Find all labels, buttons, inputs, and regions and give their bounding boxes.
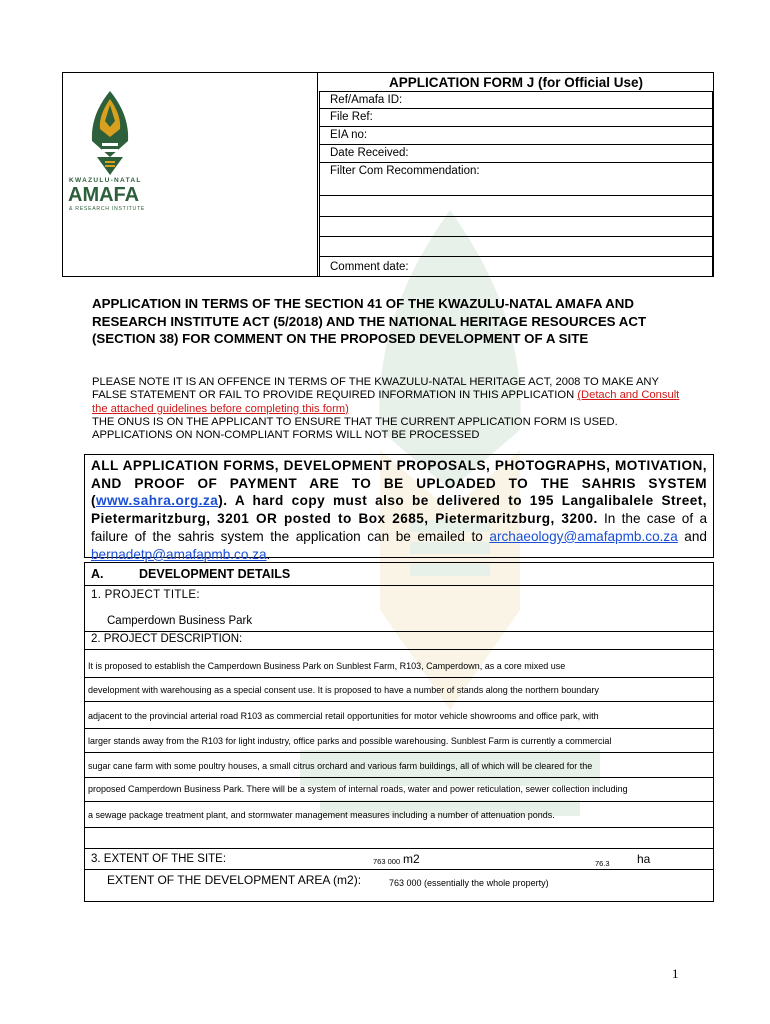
sahris-link[interactable]: www.sahra.org.za	[95, 493, 219, 509]
field-filter-com: Filter Com Recommendation:	[330, 165, 480, 177]
amafa-logo-icon	[79, 87, 141, 179]
project-title-label: 1. PROJECT TITLE:	[91, 589, 200, 601]
page-number: 1	[672, 966, 679, 981]
extent-m2-value[interactable]: 763 000	[373, 857, 401, 866]
section-letter: A.	[91, 567, 104, 581]
extent-ha-value[interactable]: 76.3	[595, 859, 610, 868]
field-file-ref: File Ref:	[330, 111, 373, 123]
desc-line: sugar cane farm with some poultry houses, a small citrus orchard and various farm buildings, all of which will be cleared for the	[88, 761, 593, 771]
upload-instructions-box	[84, 454, 714, 562]
upload-instructions-text	[91, 457, 707, 563]
official-box-divider	[317, 73, 318, 276]
desc-line: It is proposed to establish the Camperdown Business Park on Sunblest Farm, R103, Camperdown, as a core mixed use	[88, 661, 566, 671]
application-heading: APPLICATION IN TERMS OF THE SECTION 41 OF THE KWAZULU-NATAL AMAFA AND RESEARCH INSTITUTE ACT (5/2018) AND THE NATIONAL HERITAGE RESOURCES ACT (SECTION 38) FOR COMMENT ON THE PROPOSED DEVELOPMENT OF A SITE	[92, 296, 647, 346]
upload-end: .	[266, 546, 271, 562]
extent-ha-unit: ha	[637, 852, 651, 866]
field-ref-amafa-id: Ref/Amafa ID:	[330, 94, 403, 106]
field-eia-no: EIA no:	[330, 129, 368, 141]
field-date-received: Date Received:	[330, 147, 409, 159]
offence-notice	[92, 376, 692, 442]
archaeology-email-link[interactable]: archaeology@amafapmb.co.za	[489, 528, 678, 544]
dev-area-value[interactable]: 763 000 (essentially the whole property)	[389, 878, 549, 888]
notice-text-2: THE ONUS IS ON THE APPLICANT TO ENSURE THAT THE CURRENT APPLICATION FORM IS USED. APPLICATIONS ON NON-COMPLIANT FORMS WILL NOT BE PROCESSED	[92, 415, 618, 442]
bernadetp-email-link[interactable]: bernadetp@amafapmb.co.za	[91, 546, 267, 562]
desc-line: a sewage package treatment plant, and stormwater management measures including a number of attenuation ponds.	[88, 810, 555, 820]
extent-label: 3. EXTENT OF THE SITE:	[91, 853, 227, 865]
official-box-title: APPLICATION FORM J (for Official Use)	[388, 75, 643, 90]
extent-m2-unit: m2	[403, 852, 420, 866]
logo-text-institute: & RESEARCH INSTITUTE	[69, 206, 145, 212]
project-title-value[interactable]: Camperdown Business Park	[107, 615, 253, 627]
logo-text-kzn: KWAZULU-NATAL	[69, 177, 142, 184]
desc-line: adjacent to the provincial arterial road R103 as commercial retail opportunities for motor vehicle showrooms and office park, with	[88, 711, 599, 721]
desc-line: larger stands away from the R103 for light industry, office parks and possible warehousing. Sunblest Farm is currently a commercial	[88, 736, 612, 746]
project-desc-label: 2. PROJECT DESCRIPTION:	[91, 633, 243, 645]
field-comment-date: Comment date:	[330, 261, 409, 273]
upload-bold-2: ). A hard copy must also be delivered to 195 Langalibalele Street, Pietermaritzburg, 3201 OR posted to Box 2685, Pietermaritzburg, 3200.	[91, 493, 707, 527]
logo-text-amafa: AMAFA	[68, 184, 140, 206]
guidelines-link[interactable]: (Detach and Consult the attached guidelines before completing this form)	[92, 389, 680, 415]
official-use-box	[62, 72, 714, 277]
desc-line: development with warehousing as a special consent use. It is proposed to have a number of stands along the northern boundary	[88, 685, 599, 695]
development-details-table	[84, 562, 714, 902]
section-title: DEVELOPMENT DETAILS	[139, 567, 291, 581]
desc-line: proposed Camperdown Business Park. There will be a system of internal roads, water and power reticulation, sewer collection including	[88, 784, 628, 794]
official-fields	[319, 91, 713, 276]
upload-and: and	[677, 528, 707, 544]
upload-normal: In the case of a failure of the sahris system the application can be emailed to	[91, 511, 707, 544]
notice-text-1: PLEASE NOTE IT IS AN OFFENCE IN TERMS OF THE KWAZULU-NATAL HERITAGE ACT, 2008 TO MAKE ANY FALSE STATEMENT OR FAIL TO PROVIDE REQUIRED INFORMATION IN THIS APPLICATION	[92, 376, 659, 402]
upload-bold-1: ALL APPLICATION FORMS, DEVELOPMENT PROPOSALS, PHOTOGRAPHS, MOTIVATION, AND PROOF OF PAYMENT ARE TO BE UPLOADED TO THE SAHRIS SYSTEM (	[91, 458, 707, 509]
dev-area-label: EXTENT OF THE DEVELOPMENT AREA (m2):	[107, 873, 362, 887]
